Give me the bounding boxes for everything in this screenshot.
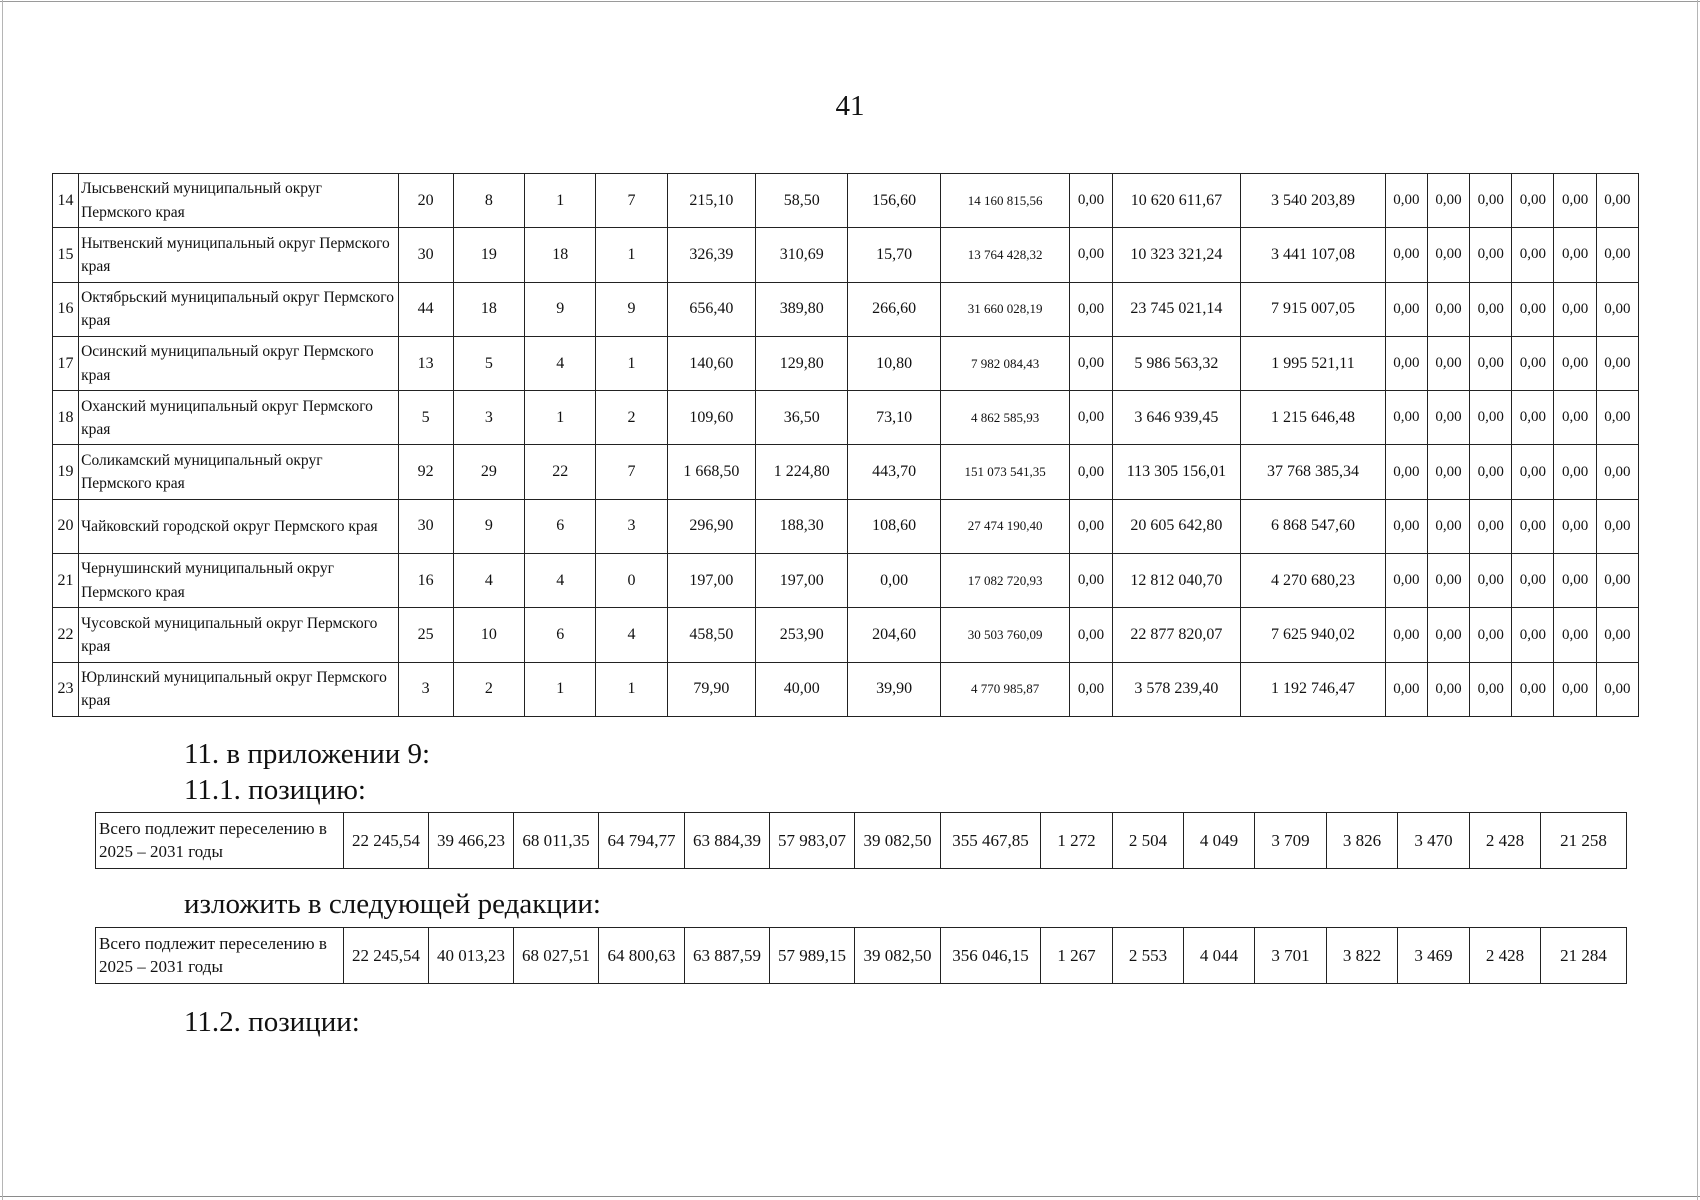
table-cell: 0,00 <box>1470 445 1512 499</box>
table-cell: 1 995 521,11 <box>1241 336 1386 390</box>
total-value-cell: 40 013,23 <box>429 928 514 984</box>
table-cell: 389,80 <box>756 282 848 336</box>
total-value-cell: 3 822 <box>1327 928 1398 984</box>
table-cell: 3 <box>453 391 524 445</box>
table-cell: 197,00 <box>667 554 755 608</box>
table-cell: 0,00 <box>1596 608 1638 662</box>
scan-edge-top <box>0 1 1700 2</box>
table-row <box>53 336 1639 390</box>
total-value-cell: 39 466,23 <box>429 813 514 869</box>
table-row <box>53 228 1639 282</box>
table-cell: 18 <box>453 282 524 336</box>
table-cell: 0,00 <box>1554 228 1596 282</box>
table-cell: 0,00 <box>1512 174 1554 228</box>
table-cell: 4 270 680,23 <box>1241 554 1386 608</box>
total-value-cell: 21 258 <box>1541 813 1627 869</box>
table-cell: 0,00 <box>1070 228 1112 282</box>
table-cell: 0,00 <box>1070 282 1112 336</box>
table-cell: 113 305 156,01 <box>1112 445 1241 499</box>
row-number-cell: 20 <box>53 499 79 553</box>
table-cell: 9 <box>525 282 596 336</box>
replace-instruction: изложить в следующей редакции: <box>184 888 601 920</box>
item-11-heading: 11. в приложении 9: <box>184 738 431 770</box>
total-value-cell: 3 469 <box>1398 928 1470 984</box>
row-number-cell: 16 <box>53 282 79 336</box>
table-cell: 17 082 720,93 <box>940 554 1070 608</box>
table-cell: 0,00 <box>1512 662 1554 716</box>
table-cell: 0,00 <box>1427 336 1469 390</box>
table-cell: 0,00 <box>1512 228 1554 282</box>
table-cell: 458,50 <box>667 608 755 662</box>
table-cell: 1 <box>596 228 667 282</box>
table-cell: 0,00 <box>1596 282 1638 336</box>
table-cell: 0,00 <box>1070 499 1112 553</box>
total-value-cell: 4 049 <box>1184 813 1255 869</box>
municipality-name-cell: Осинский муниципальный округ Пермского края <box>79 336 398 390</box>
table-cell: 5 <box>453 336 524 390</box>
table-cell: 1 <box>596 662 667 716</box>
table-cell: 0,00 <box>1512 282 1554 336</box>
total-value-cell: 3 470 <box>1398 813 1470 869</box>
table-cell: 0,00 <box>1385 282 1427 336</box>
item-11-2-heading: 11.2. позиции: <box>184 1006 360 1038</box>
total-value-cell: 2 504 <box>1113 813 1184 869</box>
page-number: 41 <box>835 90 865 122</box>
table-cell: 0,00 <box>1512 554 1554 608</box>
table-cell: 7 915 007,05 <box>1241 282 1386 336</box>
total-value-cell: 68 027,51 <box>514 928 599 984</box>
table-cell: 10 323 321,24 <box>1112 228 1241 282</box>
table-cell: 0,00 <box>1596 336 1638 390</box>
table-cell: 27 474 190,40 <box>940 499 1070 553</box>
table-row <box>53 282 1639 336</box>
table-cell: 0,00 <box>1512 445 1554 499</box>
table-cell: 16 <box>398 554 453 608</box>
total-value-cell: 22 245,54 <box>344 813 429 869</box>
table-cell: 25 <box>398 608 453 662</box>
table-cell: 0,00 <box>1070 445 1112 499</box>
row-number-cell: 14 <box>53 174 79 228</box>
table-cell: 0,00 <box>1070 174 1112 228</box>
table-cell: 1 668,50 <box>667 445 755 499</box>
table-cell: 0,00 <box>1470 391 1512 445</box>
table-cell: 7 625 940,02 <box>1241 608 1386 662</box>
total-value-cell: 57 989,15 <box>770 928 855 984</box>
table-cell: 31 660 028,19 <box>940 282 1070 336</box>
table-cell: 0,00 <box>1385 608 1427 662</box>
municipality-name-cell: Лысьвенский муниципальный округ Пермского края <box>79 174 398 228</box>
municipality-name-cell: Соликамский муниципальный округ Пермского края <box>79 445 398 499</box>
municipality-name-cell: Октябрьский муниципальный округ Пермского края <box>79 282 398 336</box>
row-number-cell: 22 <box>53 608 79 662</box>
total-value-cell: 1 267 <box>1041 928 1113 984</box>
table-cell: 0,00 <box>1385 336 1427 390</box>
item-11-1-heading: 11.1. позицию: <box>184 774 366 806</box>
table-cell: 1 <box>525 174 596 228</box>
table-cell: 2 <box>453 662 524 716</box>
table-cell: 4 <box>525 336 596 390</box>
total-row <box>96 813 1627 869</box>
total-row-label: Всего подлежит переселению в 2025 – 2031 годы <box>96 813 344 869</box>
total-value-cell: 22 245,54 <box>344 928 429 984</box>
table-cell: 0,00 <box>1427 499 1469 553</box>
table-cell: 3 441 107,08 <box>1241 228 1386 282</box>
table-cell: 140,60 <box>667 336 755 390</box>
table-cell: 326,39 <box>667 228 755 282</box>
table-cell: 0,00 <box>1427 391 1469 445</box>
table-cell: 0,00 <box>1385 499 1427 553</box>
row-number-cell: 19 <box>53 445 79 499</box>
table-cell: 1 224,80 <box>756 445 848 499</box>
total-value-cell: 2 428 <box>1470 813 1541 869</box>
row-number-cell: 17 <box>53 336 79 390</box>
table-cell: 0,00 <box>1554 174 1596 228</box>
table-cell: 0,00 <box>1427 445 1469 499</box>
table-cell: 7 <box>596 174 667 228</box>
table-cell: 0,00 <box>1427 554 1469 608</box>
table-cell: 12 812 040,70 <box>1112 554 1241 608</box>
table-cell: 0,00 <box>1070 662 1112 716</box>
table-cell: 4 <box>525 554 596 608</box>
table-cell: 0,00 <box>1385 554 1427 608</box>
table-cell: 0,00 <box>1385 228 1427 282</box>
table-cell: 0,00 <box>1427 662 1469 716</box>
table-cell: 0,00 <box>1596 445 1638 499</box>
table-cell: 0,00 <box>1427 228 1469 282</box>
table-cell: 30 503 760,09 <box>940 608 1070 662</box>
table-cell: 266,60 <box>848 282 940 336</box>
table-cell: 0,00 <box>1554 554 1596 608</box>
table-cell: 14 160 815,56 <box>940 174 1070 228</box>
table-row <box>53 554 1639 608</box>
total-value-cell: 68 011,35 <box>514 813 599 869</box>
table-cell: 0 <box>596 554 667 608</box>
total-value-cell: 3 826 <box>1327 813 1398 869</box>
total-value-cell: 39 082,50 <box>855 813 941 869</box>
table-cell: 20 605 642,80 <box>1112 499 1241 553</box>
table-cell: 0,00 <box>1427 608 1469 662</box>
total-value-cell: 355 467,85 <box>941 813 1041 869</box>
table-cell: 7 982 084,43 <box>940 336 1070 390</box>
table-cell: 0,00 <box>1470 662 1512 716</box>
scan-edge-right <box>1697 0 1698 1200</box>
table-cell: 4 862 585,93 <box>940 391 1070 445</box>
table-cell: 79,90 <box>667 662 755 716</box>
table-cell: 0,00 <box>1470 499 1512 553</box>
row-number-cell: 23 <box>53 662 79 716</box>
row-number-cell: 15 <box>53 228 79 282</box>
table-cell: 8 <box>453 174 524 228</box>
table-cell: 0,00 <box>1596 391 1638 445</box>
table-cell: 0,00 <box>1385 445 1427 499</box>
table-cell: 3 <box>398 662 453 716</box>
table-cell: 30 <box>398 499 453 553</box>
table-cell: 13 764 428,32 <box>940 228 1070 282</box>
table-cell: 0,00 <box>1554 336 1596 390</box>
table-cell: 3 578 239,40 <box>1112 662 1241 716</box>
table-cell: 0,00 <box>1070 554 1112 608</box>
table-cell: 0,00 <box>1470 554 1512 608</box>
table-cell: 4 <box>453 554 524 608</box>
table-cell: 443,70 <box>848 445 940 499</box>
total-row <box>96 928 1627 984</box>
table-cell: 0,00 <box>1596 228 1638 282</box>
table-cell: 0,00 <box>1554 391 1596 445</box>
table-cell: 6 868 547,60 <box>1241 499 1386 553</box>
table-cell: 20 <box>398 174 453 228</box>
table-cell: 30 <box>398 228 453 282</box>
table-cell: 3 646 939,45 <box>1112 391 1241 445</box>
total-value-cell: 21 284 <box>1541 928 1627 984</box>
table-cell: 1 <box>525 391 596 445</box>
table-cell: 0,00 <box>1512 608 1554 662</box>
table-row <box>53 662 1639 716</box>
table-cell: 73,10 <box>848 391 940 445</box>
table-cell: 215,10 <box>667 174 755 228</box>
total-value-cell: 63 884,39 <box>685 813 770 869</box>
table-cell: 5 <box>398 391 453 445</box>
table-cell: 44 <box>398 282 453 336</box>
table-cell: 0,00 <box>1596 499 1638 553</box>
scan-edge-bottom <box>0 1196 1700 1197</box>
table-cell: 37 768 385,34 <box>1241 445 1386 499</box>
table-cell: 204,60 <box>848 608 940 662</box>
table-row <box>53 608 1639 662</box>
table-cell: 0,00 <box>1554 282 1596 336</box>
total-value-cell: 57 983,07 <box>770 813 855 869</box>
table-cell: 156,60 <box>848 174 940 228</box>
table-cell: 6 <box>525 608 596 662</box>
table-cell: 188,30 <box>756 499 848 553</box>
table-cell: 0,00 <box>1596 174 1638 228</box>
table-cell: 7 <box>596 445 667 499</box>
table-row <box>53 445 1639 499</box>
table-row <box>53 499 1639 553</box>
table-cell: 0,00 <box>1470 336 1512 390</box>
total-value-cell: 64 800,63 <box>599 928 685 984</box>
table-cell: 9 <box>453 499 524 553</box>
total-value-cell: 3 701 <box>1255 928 1327 984</box>
total-value-cell: 1 272 <box>1041 813 1113 869</box>
table-cell: 0,00 <box>1512 336 1554 390</box>
table-cell: 6 <box>525 499 596 553</box>
table-cell: 4 <box>596 608 667 662</box>
total-value-cell: 4 044 <box>1184 928 1255 984</box>
table-cell: 0,00 <box>1427 174 1469 228</box>
table-cell: 0,00 <box>1070 391 1112 445</box>
table-cell: 15,70 <box>848 228 940 282</box>
table-cell: 3 540 203,89 <box>1241 174 1386 228</box>
total-value-cell: 2 428 <box>1470 928 1541 984</box>
municipality-table <box>52 173 1639 717</box>
total-value-cell: 63 887,59 <box>685 928 770 984</box>
table-cell: 0,00 <box>1470 228 1512 282</box>
total-value-cell: 39 082,50 <box>855 928 941 984</box>
total-value-cell: 64 794,77 <box>599 813 685 869</box>
table-cell: 5 986 563,32 <box>1112 336 1241 390</box>
table-cell: 310,69 <box>756 228 848 282</box>
table-cell: 1 <box>525 662 596 716</box>
table-cell: 0,00 <box>1554 445 1596 499</box>
table-cell: 0,00 <box>1596 554 1638 608</box>
table-cell: 58,50 <box>756 174 848 228</box>
table-cell: 0,00 <box>1070 608 1112 662</box>
table-cell: 253,90 <box>756 608 848 662</box>
total-row-label: Всего подлежит переселению в 2025 – 2031 годы <box>96 928 344 984</box>
table-cell: 18 <box>525 228 596 282</box>
table-cell: 36,50 <box>756 391 848 445</box>
table-cell: 0,00 <box>1554 662 1596 716</box>
table-row <box>53 174 1639 228</box>
table-cell: 656,40 <box>667 282 755 336</box>
table-cell: 3 <box>596 499 667 553</box>
municipality-name-cell: Юрлинский муниципальный округ Пермского края <box>79 662 398 716</box>
table-row <box>53 391 1639 445</box>
table-cell: 92 <box>398 445 453 499</box>
table-cell: 0,00 <box>848 554 940 608</box>
table-cell: 39,90 <box>848 662 940 716</box>
table-cell: 129,80 <box>756 336 848 390</box>
total-row-old-table <box>95 812 1627 869</box>
table-cell: 22 <box>525 445 596 499</box>
table-cell: 0,00 <box>1554 499 1596 553</box>
table-cell: 109,60 <box>667 391 755 445</box>
table-cell: 2 <box>596 391 667 445</box>
table-cell: 1 <box>596 336 667 390</box>
table-cell: 0,00 <box>1470 174 1512 228</box>
table-cell: 0,00 <box>1512 499 1554 553</box>
table-cell: 40,00 <box>756 662 848 716</box>
table-cell: 197,00 <box>756 554 848 608</box>
total-value-cell: 3 709 <box>1255 813 1327 869</box>
row-number-cell: 21 <box>53 554 79 608</box>
table-cell: 10 620 611,67 <box>1112 174 1241 228</box>
table-cell: 0,00 <box>1596 662 1638 716</box>
table-cell: 0,00 <box>1470 608 1512 662</box>
table-cell: 151 073 541,35 <box>940 445 1070 499</box>
municipality-name-cell: Чернушинский муниципальный округ Пермского края <box>79 554 398 608</box>
table-cell: 23 745 021,14 <box>1112 282 1241 336</box>
table-cell: 108,60 <box>848 499 940 553</box>
table-cell: 10 <box>453 608 524 662</box>
municipality-name-cell: Чусовской муниципальный округ Пермского края <box>79 608 398 662</box>
table-cell: 0,00 <box>1385 391 1427 445</box>
table-cell: 0,00 <box>1470 282 1512 336</box>
table-cell: 0,00 <box>1385 662 1427 716</box>
table-cell: 0,00 <box>1385 174 1427 228</box>
table-cell: 0,00 <box>1554 608 1596 662</box>
total-row-new-table <box>95 927 1627 984</box>
table-cell: 10,80 <box>848 336 940 390</box>
total-value-cell: 356 046,15 <box>941 928 1041 984</box>
total-value-cell: 2 553 <box>1113 928 1184 984</box>
table-cell: 296,90 <box>667 499 755 553</box>
table-cell: 13 <box>398 336 453 390</box>
table-cell: 22 877 820,07 <box>1112 608 1241 662</box>
table-cell: 19 <box>453 228 524 282</box>
table-cell: 0,00 <box>1070 336 1112 390</box>
municipality-name-cell: Чайковский городской округ Пермского края <box>79 499 398 553</box>
row-number-cell: 18 <box>53 391 79 445</box>
table-cell: 4 770 985,87 <box>940 662 1070 716</box>
table-cell: 9 <box>596 282 667 336</box>
municipality-name-cell: Нытвенский муниципальный округ Пермского края <box>79 228 398 282</box>
municipality-table-body <box>53 174 1639 717</box>
table-cell: 0,00 <box>1512 391 1554 445</box>
table-cell: 29 <box>453 445 524 499</box>
scan-edge-left <box>2 0 3 1200</box>
table-cell: 1 215 646,48 <box>1241 391 1386 445</box>
municipality-name-cell: Оханский муниципальный округ Пермского края <box>79 391 398 445</box>
table-cell: 0,00 <box>1427 282 1469 336</box>
table-cell: 1 192 746,47 <box>1241 662 1386 716</box>
